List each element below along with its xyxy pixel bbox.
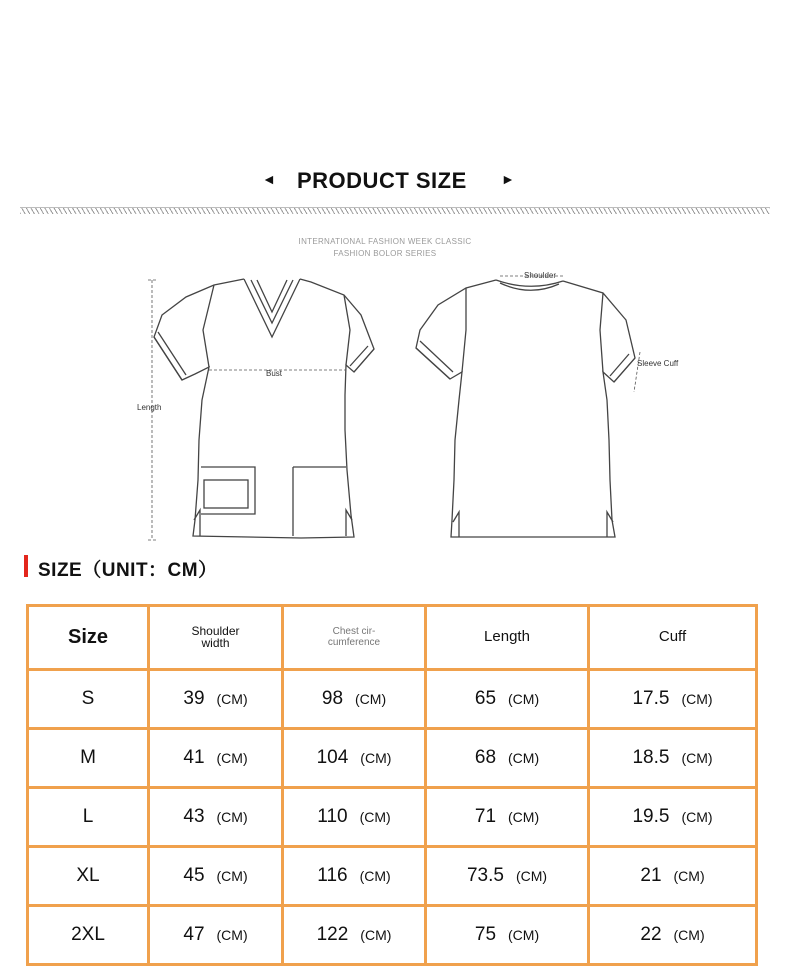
back-measure-lines xyxy=(500,276,640,392)
unit-label: (CM) xyxy=(681,690,713,707)
size-unit-heading: SIZE（UNIT：CM） xyxy=(38,560,218,581)
unit-label: (CM) xyxy=(216,749,248,766)
front-view xyxy=(154,279,374,538)
header-chest-line1: Chest cir- xyxy=(332,626,376,638)
unit-label: (CM) xyxy=(673,867,705,884)
table-row xyxy=(28,787,757,846)
table-header-row xyxy=(28,606,757,670)
length-value: 68 xyxy=(474,746,497,768)
unit-label: (CM) xyxy=(216,867,248,884)
header-chest-line2: cumference xyxy=(327,637,381,649)
size-cell: M xyxy=(80,746,96,768)
header-cuff xyxy=(589,606,757,670)
chest-value: 98 xyxy=(321,687,344,709)
cuff-value: 17.5 xyxy=(632,687,670,709)
shoulder-value: 41 xyxy=(183,746,205,768)
back-view xyxy=(416,280,635,537)
bust-label: Bust xyxy=(266,369,283,378)
unit-label: (CM) xyxy=(508,808,540,825)
chest-value: 110 xyxy=(317,805,348,827)
diagram-caption-line2: FASHION BOLOR SERIES xyxy=(333,249,437,258)
chest-value: 116 xyxy=(317,864,348,886)
chest-value: 122 xyxy=(316,923,349,945)
unit-label: (CM) xyxy=(515,867,548,884)
shoulder-value: 47 xyxy=(183,923,205,945)
header-shoulder-line1: Shoulder xyxy=(191,624,240,639)
length-value: 71 xyxy=(474,805,497,827)
length-value: 75 xyxy=(474,923,497,945)
title-accent-bar xyxy=(24,555,28,577)
cuff-value: 18.5 xyxy=(632,746,670,768)
front-measure-lines xyxy=(148,280,346,540)
size-table xyxy=(26,604,758,966)
unit-label: (CM) xyxy=(359,808,391,825)
length-value: 73.5 xyxy=(466,864,504,886)
length-value: 65 xyxy=(474,687,497,709)
length-label: Length xyxy=(137,403,162,412)
unit-label: (CM) xyxy=(216,808,248,825)
shoulder-value: 39 xyxy=(183,687,205,709)
shoulder-value: 43 xyxy=(183,805,205,827)
header-size-label: Size xyxy=(67,625,109,648)
header-size xyxy=(28,606,149,670)
header-cuff-label: Cuff xyxy=(658,628,687,646)
unit-label: (CM) xyxy=(360,749,392,766)
header-length xyxy=(426,606,589,670)
shoulder-label: Shoulder xyxy=(524,271,557,280)
diagram-caption-line1: INTERNATIONAL FASHION WEEK CLASSIC xyxy=(298,237,472,246)
table-row xyxy=(28,905,757,964)
chest-value: 104 xyxy=(316,746,349,768)
header-shoulder xyxy=(149,606,283,670)
table-row xyxy=(28,669,757,728)
unit-label: (CM) xyxy=(673,926,705,943)
shoulder-value: 45 xyxy=(183,864,205,886)
unit-label: (CM) xyxy=(216,926,248,943)
header-chest xyxy=(283,606,426,670)
arrow-left-icon: ◄ xyxy=(262,171,276,187)
size-cell: L xyxy=(82,805,94,827)
unit-label: (CM) xyxy=(216,690,248,707)
page-title: PRODUCT SIZE xyxy=(297,168,467,193)
size-cell: 2XL xyxy=(71,923,105,945)
unit-label: (CM) xyxy=(681,808,713,825)
header-shoulder-line2: width xyxy=(201,636,230,651)
header-length-label: Length xyxy=(484,628,530,646)
size-cell: XL xyxy=(76,864,100,886)
cuff-value: 22 xyxy=(640,923,662,945)
unit-label: (CM) xyxy=(681,749,713,766)
unit-label: (CM) xyxy=(359,867,391,884)
unit-label: (CM) xyxy=(508,690,540,707)
cuff-value: 19.5 xyxy=(632,805,670,827)
table-row xyxy=(28,846,757,905)
cuff-value: 21 xyxy=(640,864,662,886)
arrow-right-icon: ► xyxy=(501,171,515,187)
sleeve-cuff-label: Sleeve Cuff xyxy=(637,359,679,368)
table-row xyxy=(28,728,757,787)
unit-label: (CM) xyxy=(508,926,540,943)
unit-label: (CM) xyxy=(360,926,392,943)
size-cell: S xyxy=(81,687,95,709)
unit-label: (CM) xyxy=(355,690,387,707)
unit-label: (CM) xyxy=(508,749,540,766)
